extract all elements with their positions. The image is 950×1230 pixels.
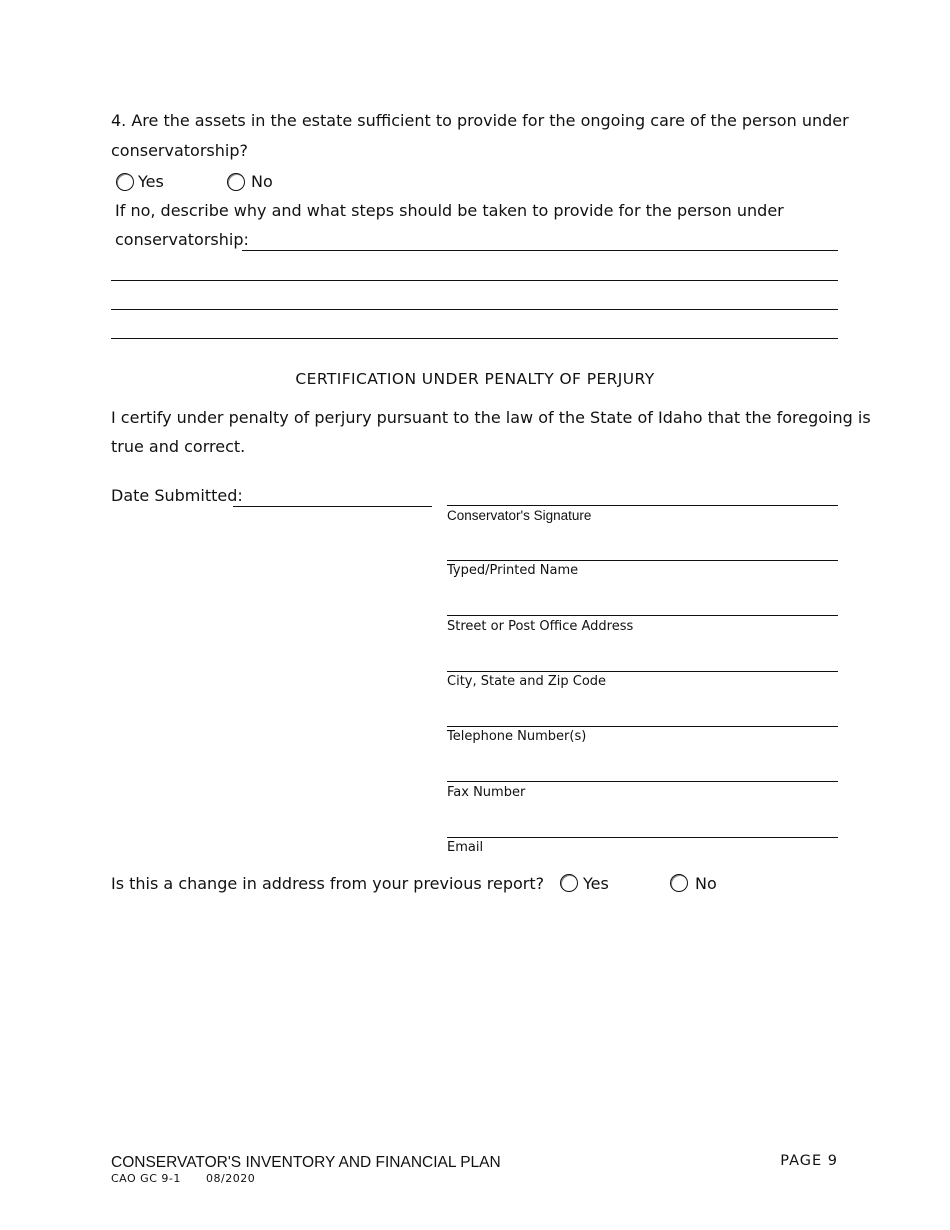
telephone-line[interactable] [447,726,838,727]
email-line[interactable] [447,837,838,838]
page-number: PAGE 9 [780,1153,838,1169]
date-submitted-label: Date Submitted: [111,486,243,505]
signature-label: Conservator's Signature [447,508,592,523]
street-address-label: Street or Post Office Address [447,619,634,634]
certification-line-2: true and correct. [111,437,246,456]
fax-line[interactable] [447,781,838,782]
question-4-line-2: conservatorship? [111,141,248,160]
q4-followup-line-1: If no, describe why and what steps should be taken to provide for the person under [115,201,784,220]
address-change-question: Is this a change in address from your previous report? [111,874,545,893]
q4-no-radio[interactable] [227,173,245,191]
address-change-no-label: No [695,874,717,893]
form-date: 08/2020 [206,1172,256,1185]
q4-explanation-field-2[interactable] [111,280,838,281]
printed-name-line[interactable] [447,560,838,561]
question-4-line-1: 4. Are the assets in the estate sufficient to provide for the ongoing care of the person under [111,111,849,130]
form-code: CAO GC 9-1 [111,1172,181,1185]
q4-explanation-field-4[interactable] [111,338,838,339]
email-label: Email [447,840,484,855]
telephone-label: Telephone Number(s) [447,729,587,744]
q4-yes-radio[interactable] [116,173,134,191]
address-change-no-radio[interactable] [670,874,688,892]
q4-explanation-field-1[interactable] [242,232,838,251]
date-submitted-field[interactable] [233,488,432,507]
certification-line-1: I certify under penalty of perjury pursuant to the law of the State of Idaho that the foregoing is [111,408,871,427]
q4-explanation-field-3[interactable] [111,309,838,310]
fax-label: Fax Number [447,785,526,800]
signature-line[interactable] [447,505,838,506]
city-state-zip-line[interactable] [447,671,838,672]
q4-followup-line-2: conservatorship: [115,230,249,249]
printed-name-label: Typed/Printed Name [447,563,579,578]
city-state-zip-label: City, State and Zip Code [447,674,607,689]
q4-no-label: No [251,172,273,191]
address-change-yes-label: Yes [583,874,609,893]
address-change-yes-radio[interactable] [560,874,578,892]
footer-title: CONSERVATOR'S INVENTORY AND FINANCIAL PLAN [111,1154,501,1171]
q4-yes-label: Yes [138,172,164,191]
street-address-line[interactable] [447,615,838,616]
certification-heading: CERTIFICATION UNDER PENALTY OF PERJURY [295,370,655,388]
